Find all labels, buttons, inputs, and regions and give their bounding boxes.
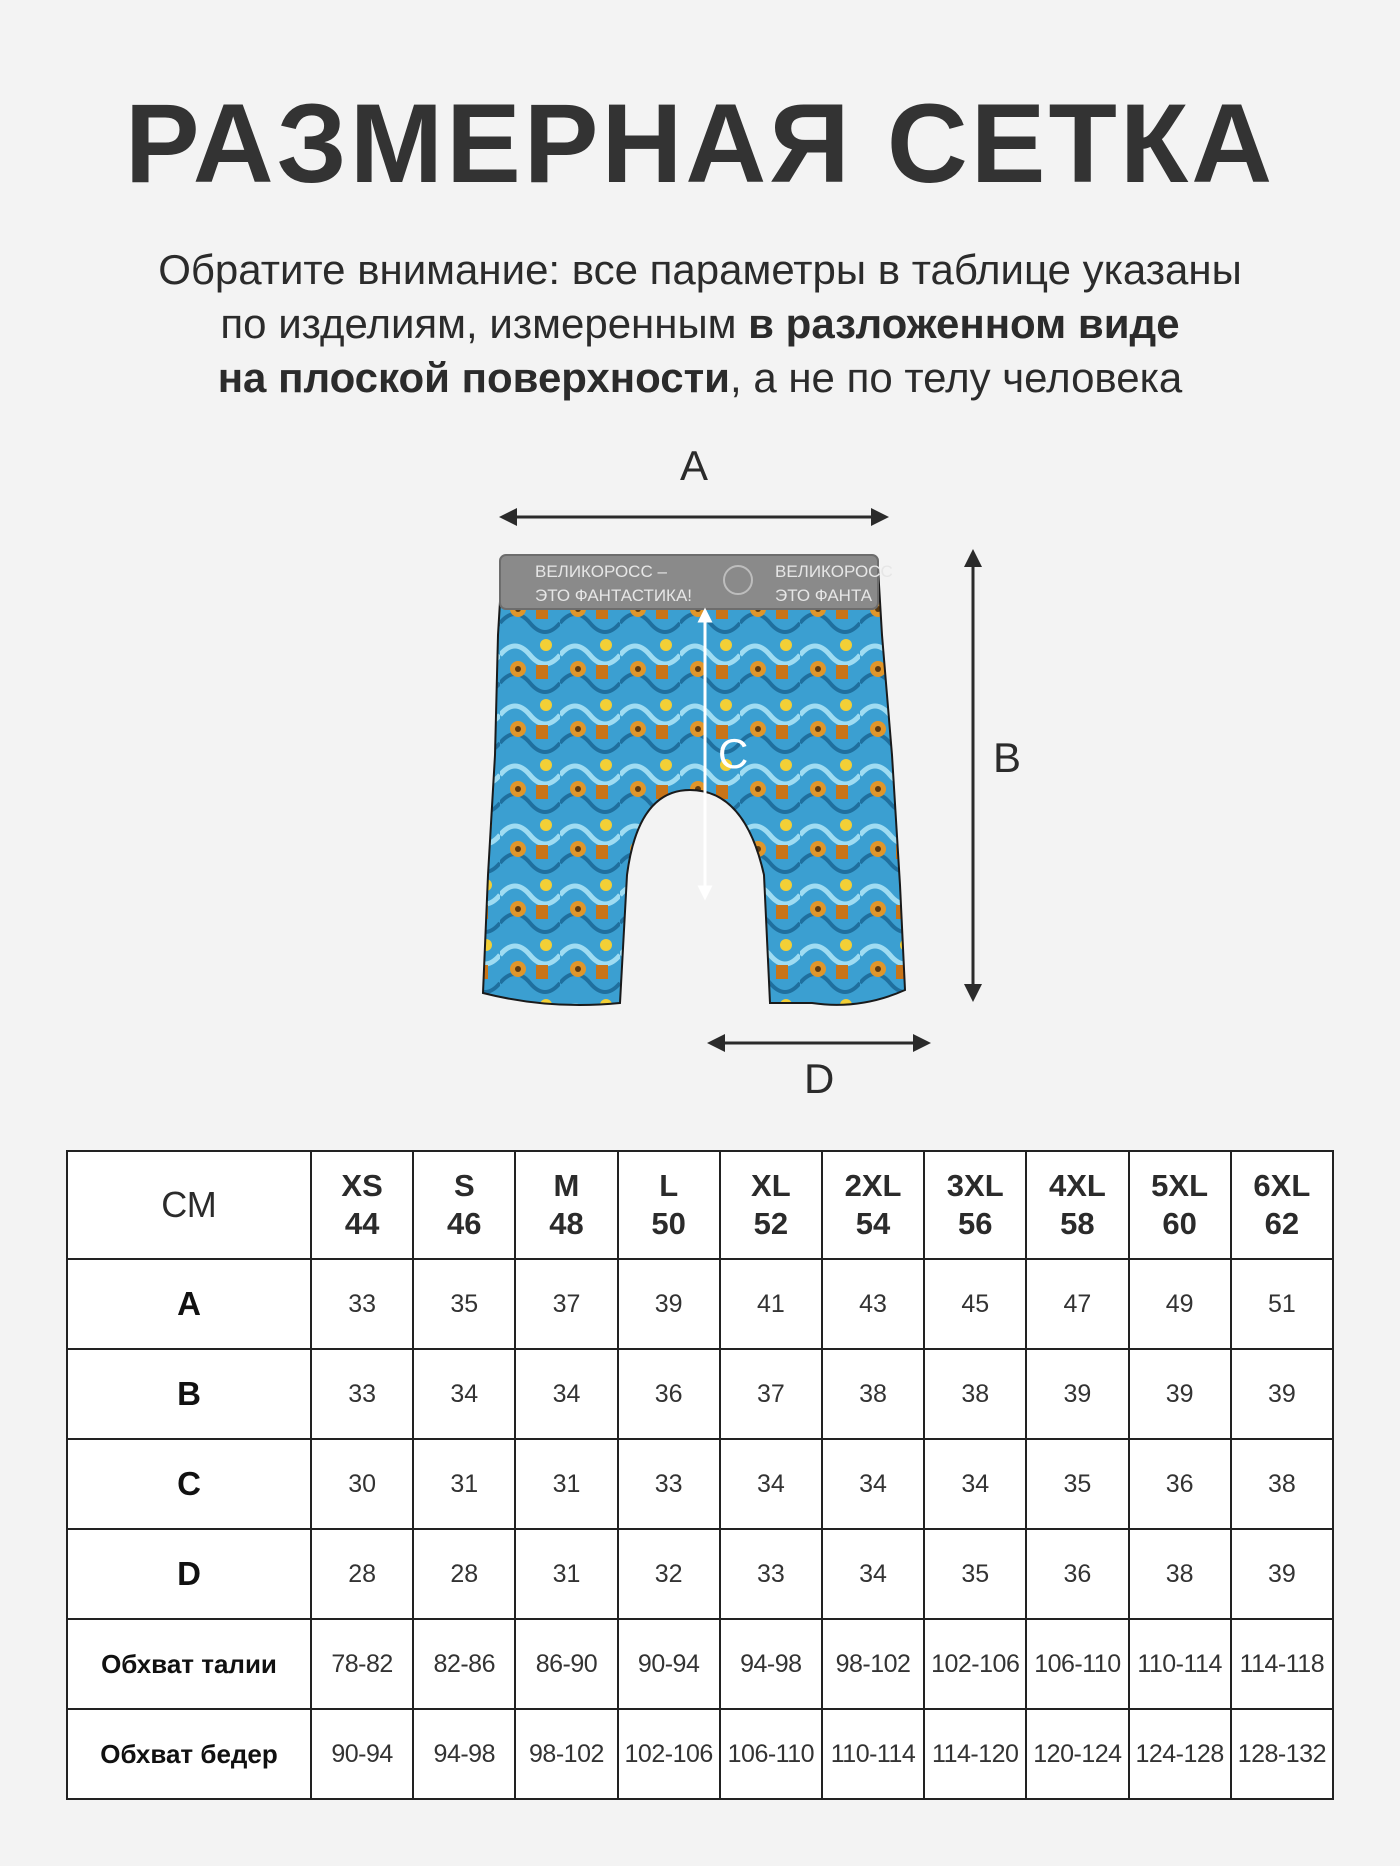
table-cell: 124-128 [1129,1709,1231,1799]
size-header: S 46 [413,1151,515,1259]
size-header: 2XL 54 [822,1151,924,1259]
table-cell: 31 [515,1439,617,1529]
table-cell: 30 [311,1439,413,1529]
table-cell: 114-118 [1231,1619,1333,1709]
table-row-hips [67,1709,1333,1799]
page-title: РАЗМЕРНАЯ СЕТКА [124,81,1276,206]
size-header: L 50 [618,1151,720,1259]
row-label: Обхват талии [67,1619,311,1709]
table-cell: 98-102 [515,1709,617,1799]
table-cell: 43 [822,1259,924,1349]
table-cell: 38 [1231,1439,1333,1529]
size-header-row [67,1151,1333,1259]
table-cell: 35 [413,1259,515,1349]
table-cell: 38 [924,1349,1026,1439]
table-cell: 90-94 [618,1619,720,1709]
table-cell: 33 [618,1439,720,1529]
table-cell: 32 [618,1529,720,1619]
table-cell: 36 [1129,1439,1231,1529]
row-label: A [67,1259,311,1349]
table-cell: 34 [720,1439,822,1529]
table-cell: 37 [515,1259,617,1349]
table-cell: 106-110 [720,1709,822,1799]
table-row-c [67,1439,1333,1529]
size-header: 6XL 62 [1231,1151,1333,1259]
waistband-text-1: ВЕЛИКОРОСС – [535,562,667,581]
note-line-3 [0,351,1400,405]
dimension-label-b: B [993,734,1022,781]
measurement-note [0,243,1400,405]
table-cell: 34 [822,1439,924,1529]
table-cell: 31 [413,1439,515,1529]
table-cell: 128-132 [1231,1709,1333,1799]
table-cell: 90-94 [311,1709,413,1799]
table-cell: 28 [311,1529,413,1619]
size-header: M 48 [515,1151,617,1259]
note-line-2-plain: по изделиям, измеренным [220,300,749,347]
note-line-2 [0,297,1400,351]
table-cell: 34 [515,1349,617,1439]
size-table [66,1150,1334,1800]
unit-header: СМ [67,1151,311,1259]
dimension-label-c: C [718,730,749,777]
table-cell: 45 [924,1259,1026,1349]
table-cell: 34 [413,1349,515,1439]
table-cell: 28 [413,1529,515,1619]
note-line-1: Обратите внимание: все параметры в таблице указаны [158,246,1242,293]
row-label: B [67,1349,311,1439]
row-label: C [67,1439,311,1529]
table-row-d [67,1529,1333,1619]
table-cell: 39 [1231,1529,1333,1619]
table-cell: 114-120 [924,1709,1026,1799]
table-cell: 47 [1026,1259,1128,1349]
table-cell: 33 [311,1259,413,1349]
table-cell: 102-106 [618,1709,720,1799]
table-cell: 37 [720,1349,822,1439]
dimension-label-d: D [804,1055,835,1102]
table-row-a [67,1259,1333,1349]
table-cell: 33 [311,1349,413,1439]
table-cell: 38 [822,1349,924,1439]
table-cell: 82-86 [413,1619,515,1709]
shorts-body [483,568,905,1005]
table-cell: 38 [1129,1529,1231,1619]
table-cell: 34 [924,1439,1026,1529]
table-row-waist [67,1619,1333,1709]
table-cell: 34 [822,1529,924,1619]
table-cell: 78-82 [311,1619,413,1709]
size-header: 5XL 60 [1129,1151,1231,1259]
boxer-shorts-illustration [440,455,1020,1115]
table-cell: 39 [618,1259,720,1349]
size-header: XL 52 [720,1151,822,1259]
table-cell: 33 [720,1529,822,1619]
table-cell: 35 [924,1529,1026,1619]
table-cell: 110-114 [1129,1619,1231,1709]
table-cell: 86-90 [515,1619,617,1709]
table-cell: 31 [515,1529,617,1619]
row-label: Обхват бедер [67,1709,311,1799]
table-cell: 98-102 [822,1619,924,1709]
size-header: 4XL 58 [1026,1151,1128,1259]
waistband-text-3: ВЕЛИКОРОСС [775,562,893,581]
table-cell: 94-98 [720,1619,822,1709]
size-header: 3XL 56 [924,1151,1026,1259]
table-cell: 35 [1026,1439,1128,1529]
table-cell: 39 [1129,1349,1231,1439]
note-line-2-bold: в разложенном виде [748,300,1180,347]
row-label: D [67,1529,311,1619]
dimension-label-a: A [680,442,709,489]
table-cell: 94-98 [413,1709,515,1799]
table-row-b [67,1349,1333,1439]
size-header: XS 44 [311,1151,413,1259]
table-cell: 39 [1231,1349,1333,1439]
waistband-text-4: ЭТО ФАНТА [775,586,873,605]
table-cell: 41 [720,1259,822,1349]
table-cell: 106-110 [1026,1619,1128,1709]
table-cell: 120-124 [1026,1709,1128,1799]
table-cell: 102-106 [924,1619,1026,1709]
table-cell: 51 [1231,1259,1333,1349]
note-line-3-plain: , а не по телу человека [729,354,1183,401]
note-line-3-bold: на плоской поверхности [217,354,730,401]
table-cell: 110-114 [822,1709,924,1799]
measurement-diagram [440,442,1022,1115]
waistband-text-2: ЭТО ФАНТАСТИКА! [535,586,693,605]
table-cell: 36 [1026,1529,1128,1619]
table-cell: 39 [1026,1349,1128,1439]
table-cell: 36 [618,1349,720,1439]
table-cell: 49 [1129,1259,1231,1349]
